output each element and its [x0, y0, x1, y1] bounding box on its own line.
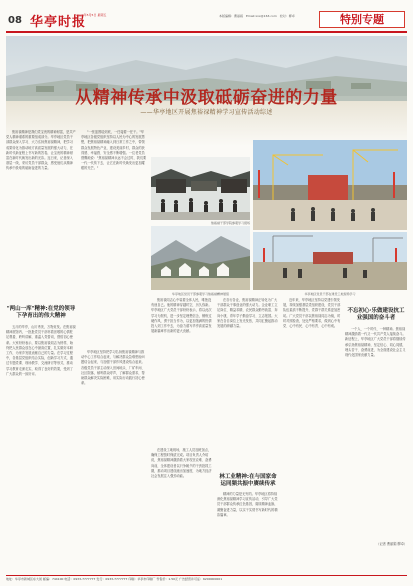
section-heading-2: 不忘初心·乐做建设抗工业强国的奋斗者: [347, 308, 405, 321]
footer: 地址：华亭市新城区东大街 邮编：744100 电话：0933-7777777 发行：0933-7777777 印刷：华亭市印刷厂 零售价：1.50元 广告经营许可证：6200000001: [6, 575, 407, 583]
body-text: 近年来，华亭地区坚持以党建引领发展，持续加强基层党组织建设，党员干部队伍素质不断提升，党群干群关系更加密切。广大党员干部以焦裕禄同志为镜，时时对照检查，处处严格要求，做到心中有党、心中有民、心中有责、心中有戒。: [283, 298, 341, 329]
section-heading-1: "两山一库"精神:在党的领导下孕育出的伟大精神: [6, 306, 76, 319]
body-text: 焦裕禄同志心中装着全体人民，唯独没有他自己。他的精神穿越时空，历久弥新。华亭地区广大党员干部纷纷表示，将以此次学习为契机，进一步坚定理想信念，锤炼过硬作风，勇于担当作为，以更加饱满的热情投入到工作中去，为奋力谱写华亭高质量发展新篇章作出新的更大贡献。: [151, 298, 212, 334]
body-text: 在各行各业，焦裕禄精神正转化为广大干部群众干事创业的强大动力。企业职工立足岗位、精益求精，农民群众勤劳致富、奔向小康，青年学子勤奋学习、立志报国。大家在各自岗位上发光发热，共同汇聚起推动发展的磅礴力量。: [217, 298, 278, 329]
body-text: 一个人、一个时代、一种精神。焦裕禄精神激励着一代又一代共产党人接续奋斗。新征程上，华亭地区广大党员干部将继续传承弘扬焦裕禄精神，坚定信心、同心同德，埋头苦干、奋勇前进，为全面建设社会主义现代化国家贡献力量。: [345, 327, 406, 358]
column-5: [283, 298, 341, 574]
body-text: 焦裕禄精神是我们党宝贵的精神财富，是共产党人精神谱系的重要组成部分。华亭地区党员干部群众深入学习、大力弘扬焦裕禄精神，把学习成果转化为推动地方高质量发展的强大动力，在新时代新征程上书写新的答卷，让宝贵的精神财富在新时代焕发出新的光彩。连日来，记者深入基层一线，采访党员干部群众，感受他们从精神传承中汲取的砥砺奋进的力量。: [6, 130, 76, 171]
page-number: 08: [8, 15, 22, 26]
photo-landscape: [151, 226, 250, 290]
section-heading-3: 林工业精神:在与国家命运同频共振中赓续传承: [219, 474, 277, 487]
column-2: [81, 130, 147, 574]
photo-caption-right: 华亭地区党员干部在建设工地现场学习: [304, 292, 356, 296]
date-line: 2023年5月5日 星期五: [76, 13, 107, 17]
column-6: [345, 298, 407, 574]
editor-line: 本版编辑：曹丽娟 Email:xxx@163.com 校对：柳卓: [219, 14, 295, 18]
masthead-rule: [6, 31, 407, 33]
body-text: "一张蓝图绘到底，一任接着一任干。"华亭地区各级党组织坚持以人民为中心的发展思想，把焦裕禄精神融入到日常工作之中，带领群众发展特色产业，建设美丽乡村，群众的获得感、幸福感、安全感不断增强。一位老党员感慨地说："焦裕禄精神永远不会过时，我们要一代一代传下去，让它在新时代焕发出更加耀眼的光芒。": [81, 130, 147, 171]
column-4: [217, 298, 279, 574]
article-subtitle: ——华亭地区开展焦裕禄精神学习宣传活动综述: [140, 109, 273, 116]
body-text: 华亭地区坚持把学习弘扬焦裕禄精神与推动中心工作结合起来，与解决群众急难愁盼问题结合起来，与加强干部作风建设结合起来。各级党员干部主动深入田间地头、厂矿车间、社区院落，倾听群众呼声，了解群众需求，帮助群众解决实际困难，用实际行动践行初心使命。: [81, 350, 145, 386]
body-text: 在建设工地现场，施工人员加班加点，确保工程按时保质完成。项目负责人介绍说，焦裕禄精神激励着大家攻坚克难、奋勇向前，全体建设者以只争朝夕的干劲抢抓工期，推动项目建设跑出加速度，为地方经济社会发展注入强劲动能。: [151, 448, 212, 479]
photo-caption-top: 焦裕禄干部学院参观学习现场: [210, 221, 250, 225]
body-text: 五月的华亭，山川秀美，万物竞发。在焦裕禄精神展馆内，一批批党员干部怀着崇敬的心情驻足观看，聆听讲解，重温入党誓词，感悟初心使命。大家纷纷表示，要以焦裕禄同志为榜样，始终把人民群众放在心中最高位置，扎实做好本职工作，为家乡发展贡献自己的力量。在学习过程中，各基层党组织结合实际，创新学习方式，通过专题党课、现场教学、交流研讨等形式，推动学习教育走深走实，取得了良好的效果，受到了广大群众的一致好评。: [6, 325, 76, 376]
body-text: 精神的力量是无穷的。华亭地区将持续深化焦裕禄精神学习宣传活动，引导广大党员干部群众传承红色基因，赓续精神血脉，凝聚奋进力量，以实干实绩书写新时代的精彩篇章。: [217, 492, 278, 517]
column-3: [151, 298, 213, 574]
article-title: 从精神传承中汲取砥砺奋进的力量: [75, 88, 338, 108]
photo-worksite: [253, 232, 407, 290]
byline: （记者 曹丽娟 柳卓）: [376, 542, 407, 546]
section-label: 特别专题: [319, 11, 405, 28]
photo-caption-left: 华亭地区党员干部参观学习焦裕禄精神展馆: [171, 292, 229, 296]
paper-logo: 华亭时报: [30, 15, 87, 30]
photo-construction: [253, 140, 407, 230]
photo-exhibition: [151, 157, 250, 220]
column-1: [6, 130, 76, 574]
